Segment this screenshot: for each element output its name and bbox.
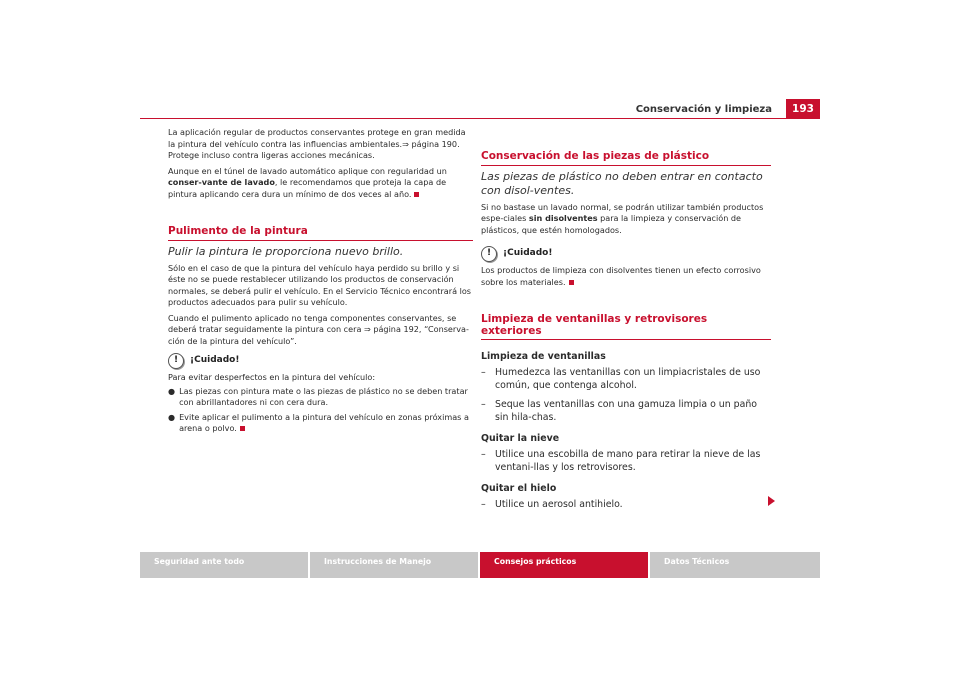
section-title-plastico: Conservación de las piezas de plástico [481, 151, 771, 166]
plastico-text-b: para la limpieza y conservación de plásticos, que estén homologados. [481, 213, 742, 235]
warning-label: ¡Cuidado! [190, 355, 240, 366]
warning-bullet-text: Las piezas con pintura mate o las piezas de plástico no se deben tratar con abrillantadores ni con cera dura. [179, 385, 468, 407]
subheading-nieve: Quitar la nieve [481, 433, 560, 444]
warning-bullet [168, 412, 473, 435]
header-rule [140, 118, 820, 119]
step-item [481, 498, 771, 511]
dash-marker: – [481, 399, 486, 410]
section-subtitle-pulimento: Pulir la pintura le proporciona nuevo brillo. [168, 244, 404, 258]
warning-label: ¡Cuidado! [503, 248, 553, 259]
step-item [481, 366, 771, 392]
footer-tab-seguridad[interactable]: Seguridad ante todo [140, 552, 308, 578]
warning-bullet-text-2: Evite aplicar el pulimento a la pintura del vehículo en zonas próximas a arena o polvo. [179, 411, 469, 433]
warning-header [168, 353, 473, 369]
warning-icon: ! [481, 246, 497, 262]
intro-p2-keyword: conser-vante de lavado [168, 177, 275, 187]
warning-header [481, 246, 771, 262]
plastico-paragraph [481, 202, 771, 237]
footer-tab-instrucciones[interactable]: Instrucciones de Manejo [310, 552, 478, 578]
intro-paragraph-1: La aplicación regular de productos conservantes protege en gran medida la pintura del vehículo contra las influencias ambientales.⇒ página 190. Protege incluso contra ligeras acciones mecánicas. [168, 127, 466, 160]
warning-bullet [168, 386, 473, 409]
dash-marker: – [481, 449, 486, 460]
step-text: Utilice una escobilla de mano para retirar la nieve de las ventani-llas y los retrovisores. [495, 449, 761, 473]
ventanillas-content [481, 350, 771, 511]
section-subtitle-plastico: Las piezas de plástico no deben entrar en contacto con disol-ventes. [481, 169, 763, 197]
intro-paragraph-2 [168, 166, 473, 201]
step-item [481, 448, 771, 474]
intro-p2-text-b: , le recomendamos que proteja la capa de pintura aplicando cera dura un mínimo de dos veces al año. [168, 177, 447, 199]
section-end-mark [569, 280, 574, 285]
bullet-icon: ● [168, 385, 176, 396]
right-column [481, 151, 771, 517]
running-header-title: Conservación y limpieza [635, 104, 772, 115]
section-title-pulimento: Pulimento de la pintura [168, 226, 473, 241]
footer-tab-datos[interactable]: Datos Técnicos [650, 552, 820, 578]
section-end-mark [240, 426, 245, 431]
step-text: Utilice un aerosol antihielo. [495, 499, 623, 510]
pulimento-paragraph-2: Cuando el pulimento aplicado no tenga componentes conservantes, se deberá tratar seguidamente la pintura con cera ⇒ página 192, “Conserva-ción de la pintura del vehículo”. [168, 312, 469, 346]
subheading-hielo: Quitar el hielo [481, 483, 557, 494]
subheading-ventanillas: Limpieza de ventanillas [481, 351, 606, 362]
dash-marker: – [481, 367, 486, 378]
step-text: Seque las ventanillas con una gamuza limpia o un paño sin hila-chas. [495, 399, 758, 423]
warning-text-body: Los productos de limpieza con disolventes tienen un efecto corrosivo sobre los materiales. [481, 265, 761, 287]
section-end-mark [414, 192, 419, 197]
step-item [481, 398, 771, 424]
warning-intro: Para evitar desperfectos en la pintura del vehículo: [168, 372, 376, 382]
footer-tab-consejos[interactable]: Consejos prácticos [480, 552, 648, 578]
bullet-icon: ● [168, 411, 176, 422]
section-title-ventanillas: Limpieza de ventanillas y retrovisores exteriores [481, 314, 771, 340]
step-text: Humedezca las ventanillas con un limpiacristales de uso común, que contenga alcohol. [495, 367, 761, 391]
plastico-keyword: sin disolventes [528, 213, 598, 223]
pulimento-paragraph-1: Sólo en el caso de que la pintura del vehículo haya perdido su brillo y si éste no se puede restablecer utilizando los productos de conservación normales, se deberá pulir el vehículo. En el Servicio Técnico encontrará los productos adecuados para pulir su vehículo. [168, 262, 472, 307]
warning-text [481, 265, 771, 288]
dash-marker: – [481, 499, 486, 510]
warning-icon: ! [168, 353, 184, 369]
left-column [168, 127, 473, 435]
next-page-arrow-icon[interactable] [768, 496, 775, 506]
page-number: 193 [786, 99, 820, 119]
warning-bullet-text [179, 412, 473, 435]
plastico-text-a: Si no bastase un lavado normal, se podrán utilizar también productos espe-ciales [481, 201, 764, 223]
intro-p2-text-a: Aunque en el túnel de lavado automático aplique con regularidad un [168, 165, 447, 176]
